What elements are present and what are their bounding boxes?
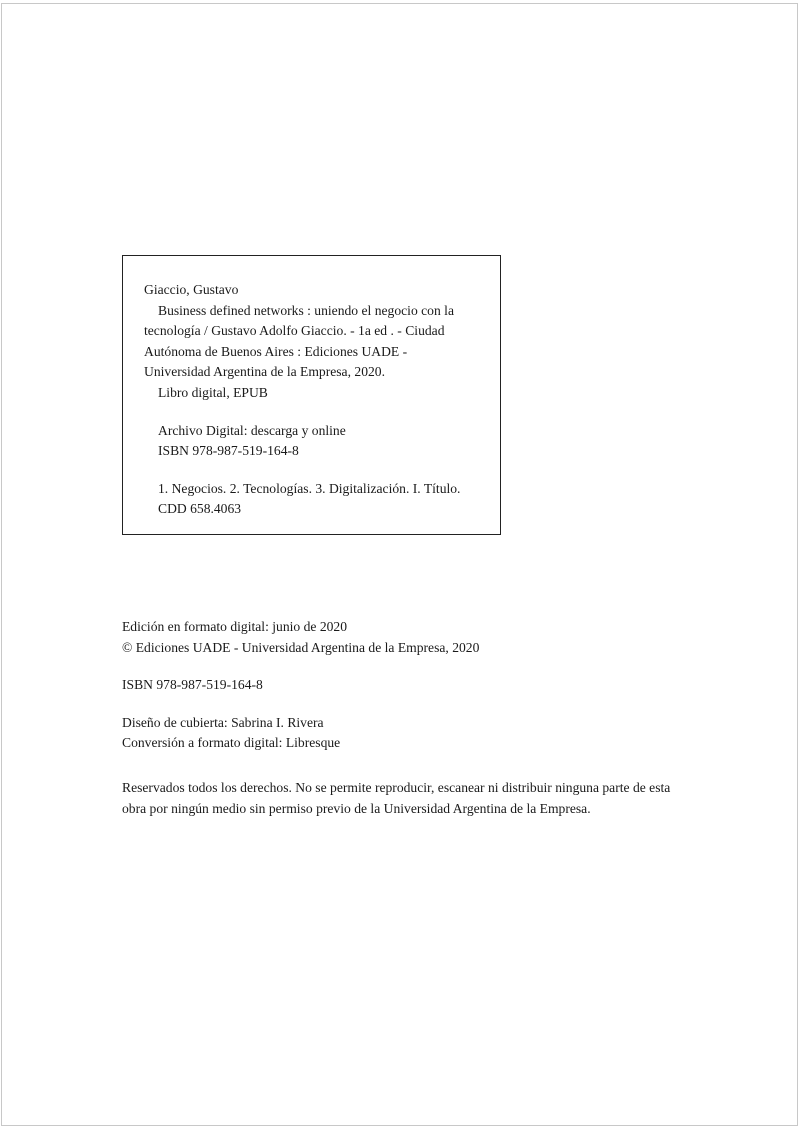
cover-design-credit: Diseño de cubierta: Sabrina I. Rivera	[122, 714, 324, 730]
book-page	[1, 3, 798, 1126]
cip-author: Giaccio, Gustavo	[144, 282, 239, 297]
cip-cdd: CDD 658.4063	[158, 501, 242, 517]
cip-catalog-record	[122, 255, 501, 535]
copyright-note: © Ediciones UADE - Universidad Argentina de la Empresa, 2020	[122, 639, 480, 655]
cip-title-line: tecnología / Gustavo Adolfo Giaccio. - 1a ed . - Ciudad	[144, 323, 445, 339]
cip-format: Libro digital, EPUB	[158, 384, 268, 400]
rights-line: obra por ningún medio sin permiso previo de la Universidad Argentina de la Empresa.	[122, 800, 591, 816]
cip-subjects: 1. Negocios. 2. Tecnologías. 3. Digitalización. I. Título.	[158, 480, 461, 496]
edition-note: Edición en formato digital: junio de 2020	[122, 619, 348, 634]
colophon	[122, 617, 722, 819]
cip-title-line: Business defined networks : uniendo el negocio con la	[158, 302, 454, 318]
colophon-isbn: ISBN 978-987-519-164-8	[122, 677, 263, 693]
rights-line: Reservados todos los derechos. No se permite reproducir, escanear ni distribuir ninguna parte de esta	[122, 779, 671, 795]
cip-archive: Archivo Digital: descarga y online	[158, 422, 346, 438]
cip-isbn: ISBN 978-987-519-164-8	[158, 443, 299, 459]
cip-title-line: Universidad Argentina de la Empresa, 2020.	[144, 364, 385, 380]
conversion-credit: Conversión a formato digital: Libresque	[122, 735, 341, 751]
cip-title-line: Autónoma de Buenos Aires : Ediciones UADE -	[144, 343, 408, 359]
